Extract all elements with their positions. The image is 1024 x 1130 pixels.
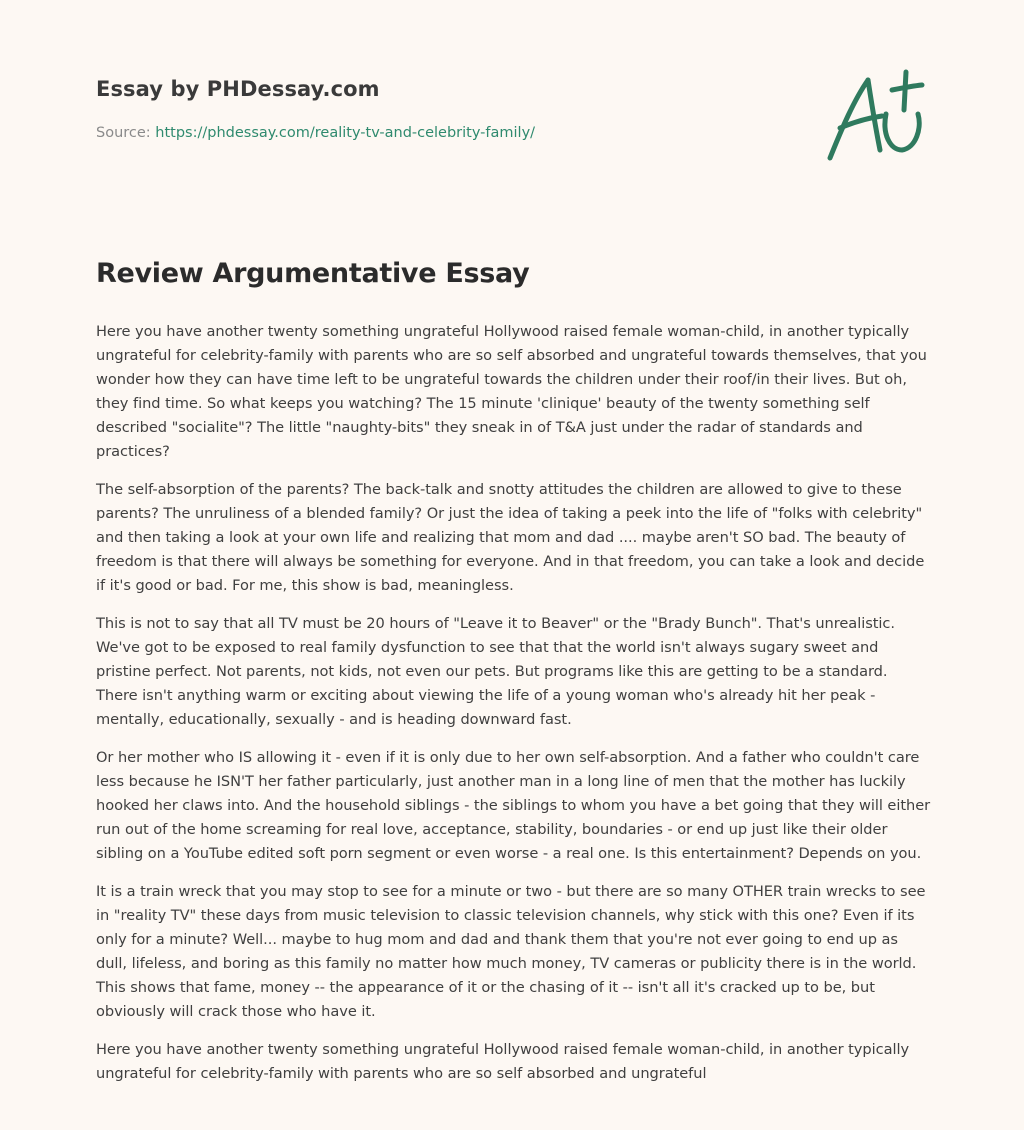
essay-paragraph: It is a train wreck that you may stop to see for a minute or two - but there are so many OTHER train wrecks to see in "reality TV" these days from music television to classic television channels, why stick with this one? Even if its only for a minute? Well... maybe to hug mom and dad and thank them that you're not ever going to end up as dull, lifeless, and boring as this family no matter how much money, TV cameras or publicity there is in the world. This shows that fame, money -- the appearance of it or the chasing of it -- isn't all it's cracked up to be, but obviously will crack those who have it.: [96, 883, 926, 1020]
page-header: [96, 74, 736, 143]
essay-paragraph: Or her mother who IS allowing it - even if it is only due to her own self-absorption. And a father who couldn't care less because he ISN'T her father particularly, just another man in a long line of men that the mother has luckily hooked her claws into. And the household siblings - the siblings to whom you have a bet going that they will either run out of the home screaming for real love, acceptance, stability, boundaries - or end up just like their older sibling on a YouTube edited soft porn segment or even worse - a real one. Is this entertainment? Depends on you.: [96, 749, 931, 862]
essay-paragraph: Here you have another twenty something ungrateful Hollywood raised female woman-child, in another typically ungrateful for celebrity-family with parents who are so self absorbed and ungrateful: [96, 1041, 910, 1082]
essay-title: Review Argumentative Essay: [96, 258, 530, 289]
site-title: Essay by PHDessay.com: [96, 77, 380, 101]
essay-paragraph: The self-absorption of the parents? The back-talk and snotty attitudes the children are allowed to give to these parents? The unruliness of a blended family? Or just the idea of taking a peek into the life of "folks with celebrity" and then taking a look at your own life and realizing that mom and dad .... maybe aren't SO bad. The beauty of freedom is that there will always be something for everyone. And in that freedom, you can take a look and decide if it's good or bad. For me, this show is bad, meaningless.: [96, 481, 925, 594]
source-line: [96, 123, 736, 143]
essay-paragraph: Here you have another twenty something ungrateful Hollywood raised female woman-child, in another typically ungrateful for celebrity-family with parents who are so self absorbed and ungrateful towards themselves, that you wonder how they can have time left to be ungrateful towards the children under their roof/in their lives. But oh, they find time. So what keeps you watching? The 15 minute 'clinique' beauty of the twenty something self described "socialite"? The little "naughty-bits" they sneak in of T&A just under the radar of standards and practices?: [96, 323, 927, 460]
essay-main: [96, 254, 932, 1100]
a-plus-grade-icon: [820, 66, 930, 166]
essay-paragraph: This is not to say that all TV must be 20 hours of "Leave it to Beaver" or the "Brady Bunch". That's unrealistic. We've got to be exposed to real family dysfunction to see that that the world isn't always sugary sweet and pristine perfect. Not parents, not kids, not even our pets. But programs like this are getting to be a standard. There isn't anything warm or exciting about viewing the life of a young woman who's already hit her peak - mentally, educationally, sexually - and is heading downward fast.: [96, 615, 895, 728]
a-plus-logo-icon: [820, 66, 930, 166]
source-label: Source:: [96, 125, 151, 141]
source-link[interactable]: https://phdessay.com/reality-tv-and-celebrity-family/: [155, 125, 536, 141]
